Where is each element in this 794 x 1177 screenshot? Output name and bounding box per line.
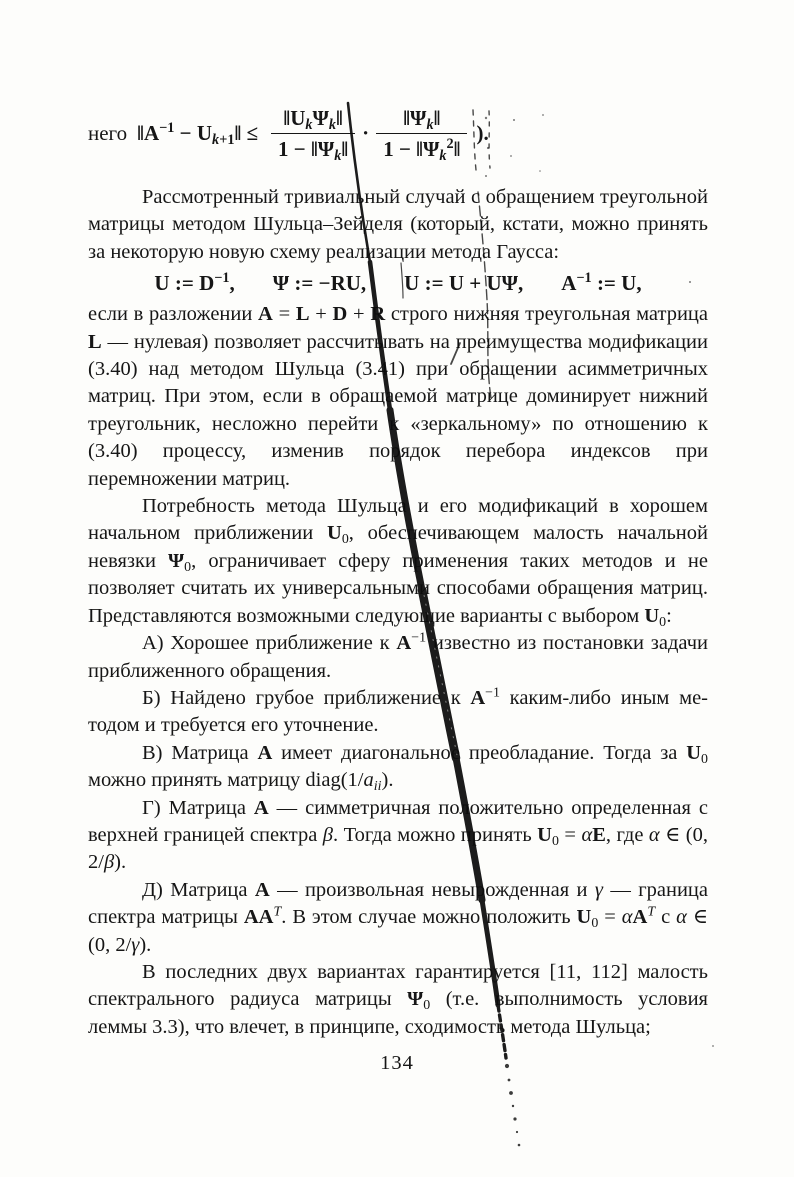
fraction-2-denominator: $1 - ‖\Psi_k^2‖$	[383, 136, 461, 164]
error-bound-formula	[88, 90, 708, 176]
paragraph-decomposition-remark: если в разложении A = L + D + R строго нижняя треугольная матрица L — нулевая) позволяет рассчитывать на преимущества модификации (3.40) над методом Шульца (3.41) при обращении асимметричных матриц. При этом, если в обращаемой матрице доминирует нижний треугольник, несложно перейти к «зеркальному» по отношению к (3.40) процессу, изменив порядок перебора индексов при перемножении матриц.	[88, 303, 709, 490]
formula-closing: ).	[476, 120, 489, 145]
multiplication-dot: ·	[362, 120, 370, 145]
paragraph-last-two-variants: В последних двух вариантах гарантируется [11, 112] малость спектрального радиуса матрицы $\Psi_0$ (т.е. выполнимость условия леммы 3.3), что влечет, в принципе, сходимость метода Шульца;	[88, 960, 708, 1038]
list-item-variant-a: А) Хорошее приближение к $A^{-1}$ известно из постановки задачи приближенного обращения.	[88, 630, 708, 682]
scratch-tail-specks	[505, 1064, 520, 1146]
paragraph-initial-approximation: Потребность метода Шульца и его модификаций в хорошем начальном приближении $U_0$, обеспечивающем малость начальной невязки $\Psi_0$, ограничивает сферу применения таких методов и не позволяет считать их универсальными способами обращения матриц. Представляются возможными следующие варианты с выбором $U_0$:	[88, 495, 708, 630]
equation-assignment-3: U := U + UΨ,	[404, 271, 524, 296]
equation-assignment-4: $A^{-1}$ := U,	[561, 270, 642, 296]
paragraph-trivial-case: Рассмотренный тривиальный случай с обращением треугольной матрицы методом Шульца–Зейделя (который, кстати, можно принять за некоторую новую схему реализации метода Гаусса:	[88, 186, 708, 263]
equation-assignment-1: U := $D^{-1}$,	[154, 270, 235, 296]
formula-prefix-word: него	[88, 120, 128, 145]
fraction-1-numerator: $‖U_k\Psi_k‖$	[271, 105, 355, 134]
formula-fraction-2	[376, 105, 467, 164]
list-item-variant-g: Г) Матрица A — симметричная положительно определенная с верхней границей спектра β. Тогда можно принять $U_0 = \alpha E$, где α ∈ (0, 2/β).	[88, 796, 709, 874]
list-item-variant-d: Д) Матрица A — произвольная невырожденная и γ — граница спектра матрицы $AA^T$. В этом случае можно положить $U_0 = \alpha A^T$ с α ∈ (0, 2/γ).	[88, 878, 709, 956]
page-number: 134	[380, 1052, 414, 1074]
formula-fraction-1	[271, 105, 355, 164]
fraction-2-numerator: $‖\Psi_k‖$	[376, 105, 467, 134]
text-column	[88, 90, 708, 1041]
fraction-1-denominator: $1 - ‖\Psi_k‖$	[278, 137, 349, 164]
display-equation-gauss-scheme	[88, 268, 708, 298]
formula-lhs: $‖A^{-1}$ − $U_{k+1}‖$ ≤	[137, 120, 259, 148]
list-item-variant-v: В) Матрица A имеет диагональное преобладание. Тогда за $U_0$ можно принять матрицу $diag(1/a_{ii})$.	[88, 741, 708, 795]
list-item-variant-b: Б) Найдено грубое приближение к $A^{-1}$ каким-либо иным методом и требуется его уточнение.	[88, 685, 708, 737]
equation-assignment-2: Ψ := −RU,	[272, 271, 367, 296]
